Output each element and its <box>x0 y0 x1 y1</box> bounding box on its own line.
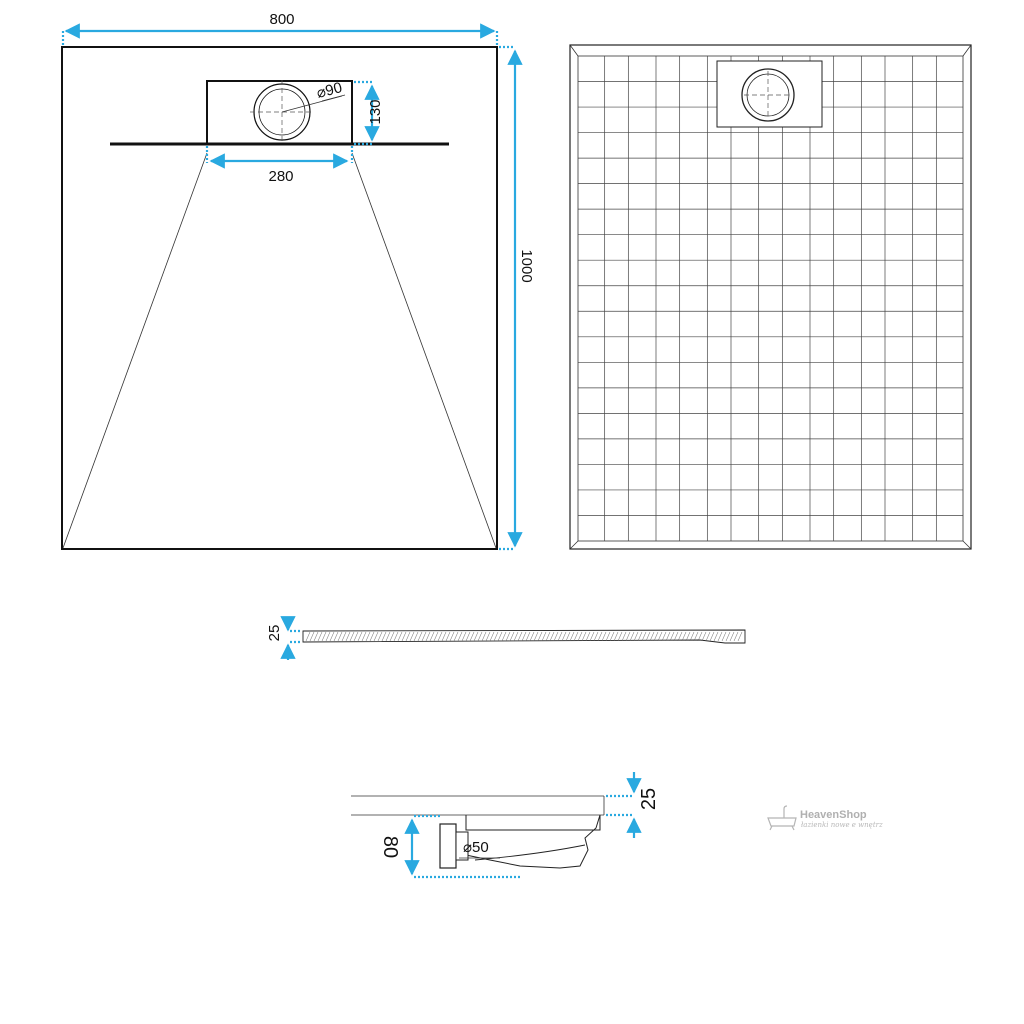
width-label: 800 <box>269 11 295 28</box>
watermark-subtitle: łazienki nowe e wnętrz <box>801 821 883 829</box>
width-dimension <box>63 11 497 46</box>
tray-outline <box>62 47 497 549</box>
slope-line-right <box>352 153 496 548</box>
length-dimension <box>499 47 535 549</box>
drain-depth-dimension <box>354 82 384 144</box>
drain-width-dimension <box>207 146 352 185</box>
bathtub-logo-icon <box>768 806 796 830</box>
watermark <box>768 806 883 830</box>
section-view <box>351 772 660 877</box>
textured-drain-circle <box>742 69 794 121</box>
length-label: 1000 <box>518 249 535 283</box>
section-height-dimension <box>606 772 660 838</box>
drain-width-label: 280 <box>268 168 294 185</box>
outlet-pipe <box>440 824 456 868</box>
siphon-height-label: 80 <box>379 835 401 859</box>
top-view <box>62 11 535 549</box>
drain-diameter-label: ⌀90 <box>314 79 344 102</box>
slope-line-left <box>63 153 207 548</box>
drain-depth-label: 130 <box>367 99 384 125</box>
section-height-label: 25 <box>638 787 660 811</box>
profile-height-label: 25 <box>266 624 283 642</box>
outlet-diameter-label: ⌀50 <box>463 839 489 856</box>
watermark-title: HeavenShop <box>800 809 867 821</box>
side-profile <box>266 617 745 660</box>
textured-view <box>570 45 971 549</box>
profile-height-dimension <box>266 617 301 660</box>
